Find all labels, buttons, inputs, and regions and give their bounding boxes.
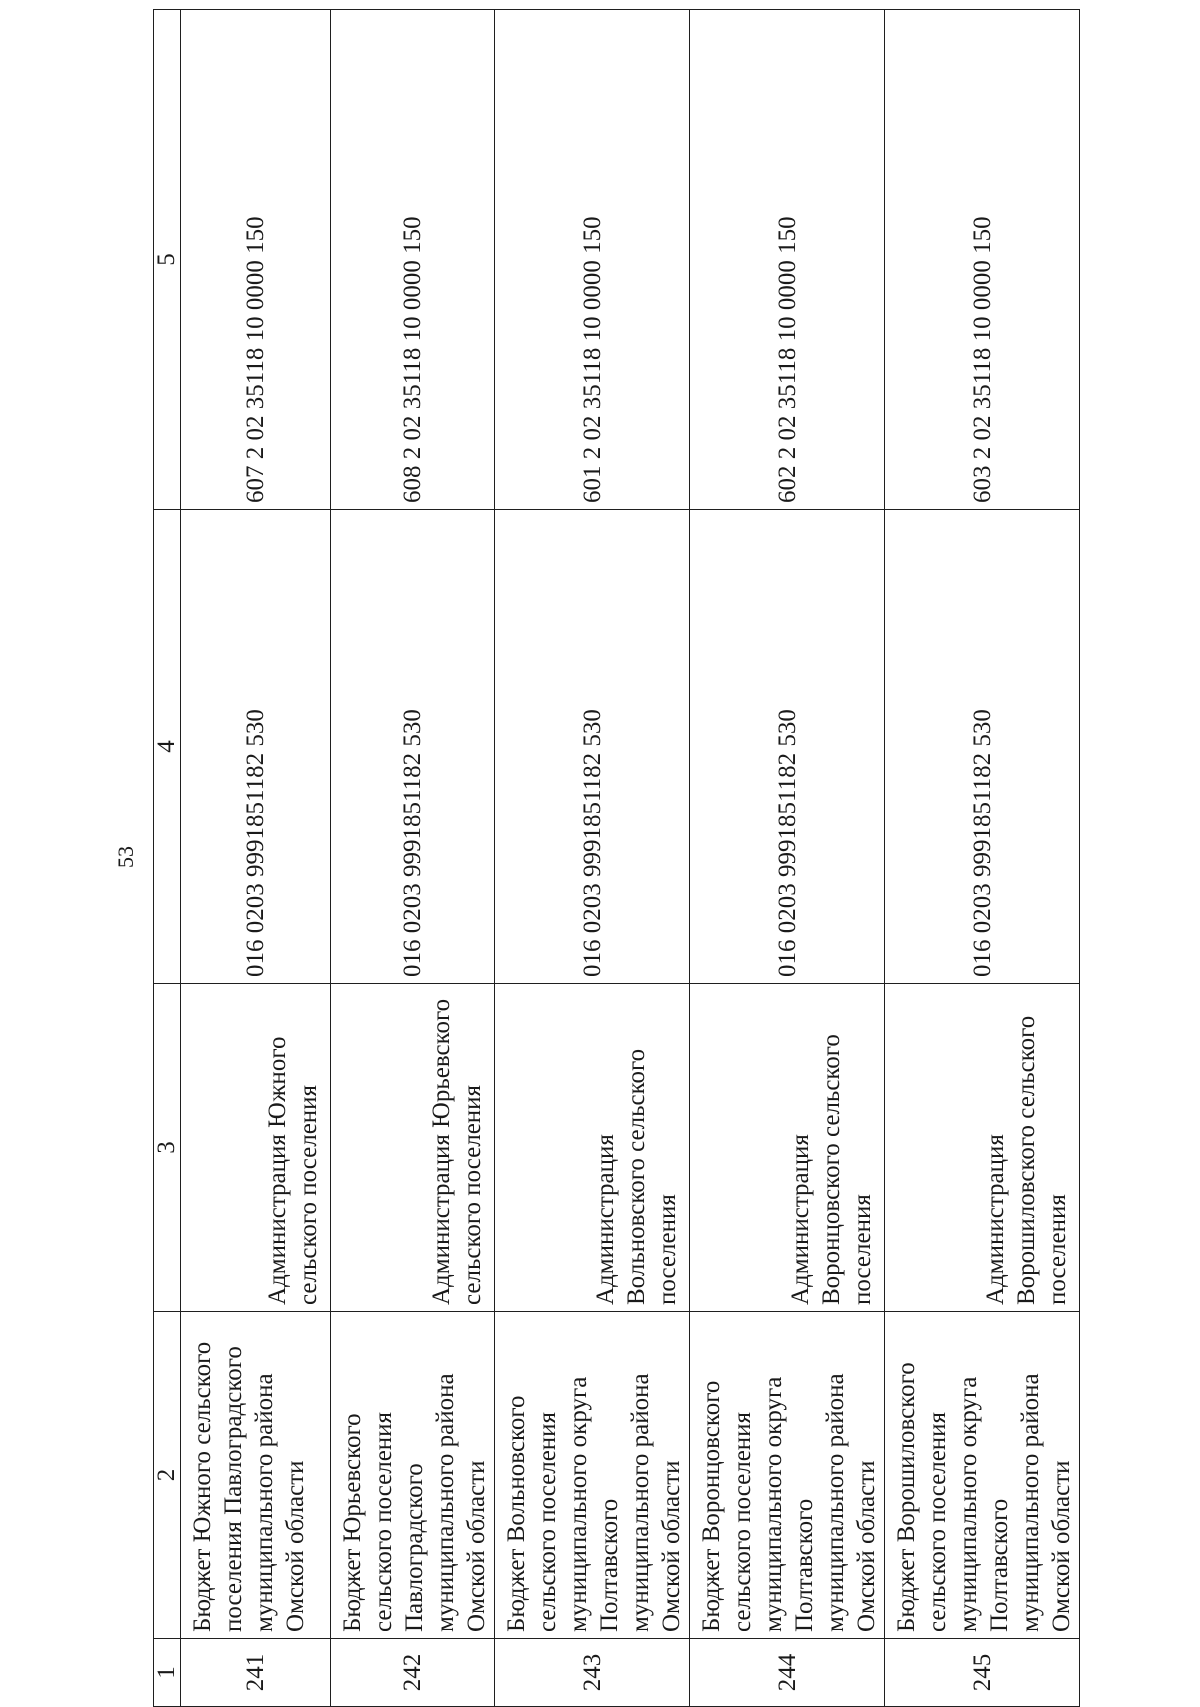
table-row [495, 10, 690, 1707]
header-row [154, 10, 181, 1707]
budget-name: Бюджет Южного сельского поселения Павлоградского муниципального района Омской области [181, 1312, 331, 1639]
budget-name: Бюджет Воронцовского сельского поселения муниципального округа Полтавского муниципального района Омской области [690, 1312, 885, 1639]
income-code: 607 2 02 35118 10 0000 150 [181, 10, 331, 510]
income-code: 602 2 02 35118 10 0000 150 [690, 10, 885, 510]
recipient-name: Администрация Южного сельского поселения [181, 984, 331, 1312]
page-number: 53 [113, 846, 138, 868]
income-code: 603 2 02 35118 10 0000 150 [885, 10, 1080, 510]
column-header-2: 2 [154, 1312, 181, 1639]
recipient-name: Администрация Юрьевского сельского поселения [331, 984, 495, 1312]
row-number: 244 [690, 1639, 885, 1707]
expense-code: 016 0203 9991851182 530 [495, 510, 690, 984]
column-header-4: 4 [154, 510, 181, 984]
income-code: 601 2 02 35118 10 0000 150 [495, 10, 690, 510]
expense-code: 016 0203 9991851182 530 [331, 510, 495, 984]
income-code: 608 2 02 35118 10 0000 150 [331, 10, 495, 510]
row-number: 245 [885, 1639, 1080, 1707]
table-row [885, 10, 1080, 1707]
budget-table [153, 9, 1080, 1707]
table-row [181, 10, 331, 1707]
row-number: 241 [181, 1639, 331, 1707]
row-number: 242 [331, 1639, 495, 1707]
recipient-name: Администрация Ворошиловского сельского поселения [885, 984, 1080, 1312]
expense-code: 016 0203 9991851182 530 [690, 510, 885, 984]
document-sheet [105, 7, 1095, 1707]
column-header-3: 3 [154, 984, 181, 1312]
budget-name: Бюджет Юрьевского сельского поселения Павлоградского муниципального района Омской области [331, 1312, 495, 1639]
recipient-name: Администрация Воронцовского сельского поселения [690, 984, 885, 1312]
recipient-name: Администрация Вольновского сельского поселения [495, 984, 690, 1312]
table-row [331, 10, 495, 1707]
column-header-5: 5 [154, 10, 181, 510]
expense-code: 016 0203 9991851182 530 [885, 510, 1080, 984]
budget-name: Бюджет Ворошиловского сельского поселения муниципального округа Полтавского муниципального района Омской области [885, 1312, 1080, 1639]
table-row [690, 10, 885, 1707]
expense-code: 016 0203 9991851182 530 [181, 510, 331, 984]
column-header-1: 1 [154, 1639, 181, 1707]
budget-name: Бюджет Вольновского сельского поселения муниципального округа Полтавского муниципального района Омской области [495, 1312, 690, 1639]
row-number: 243 [495, 1639, 690, 1707]
